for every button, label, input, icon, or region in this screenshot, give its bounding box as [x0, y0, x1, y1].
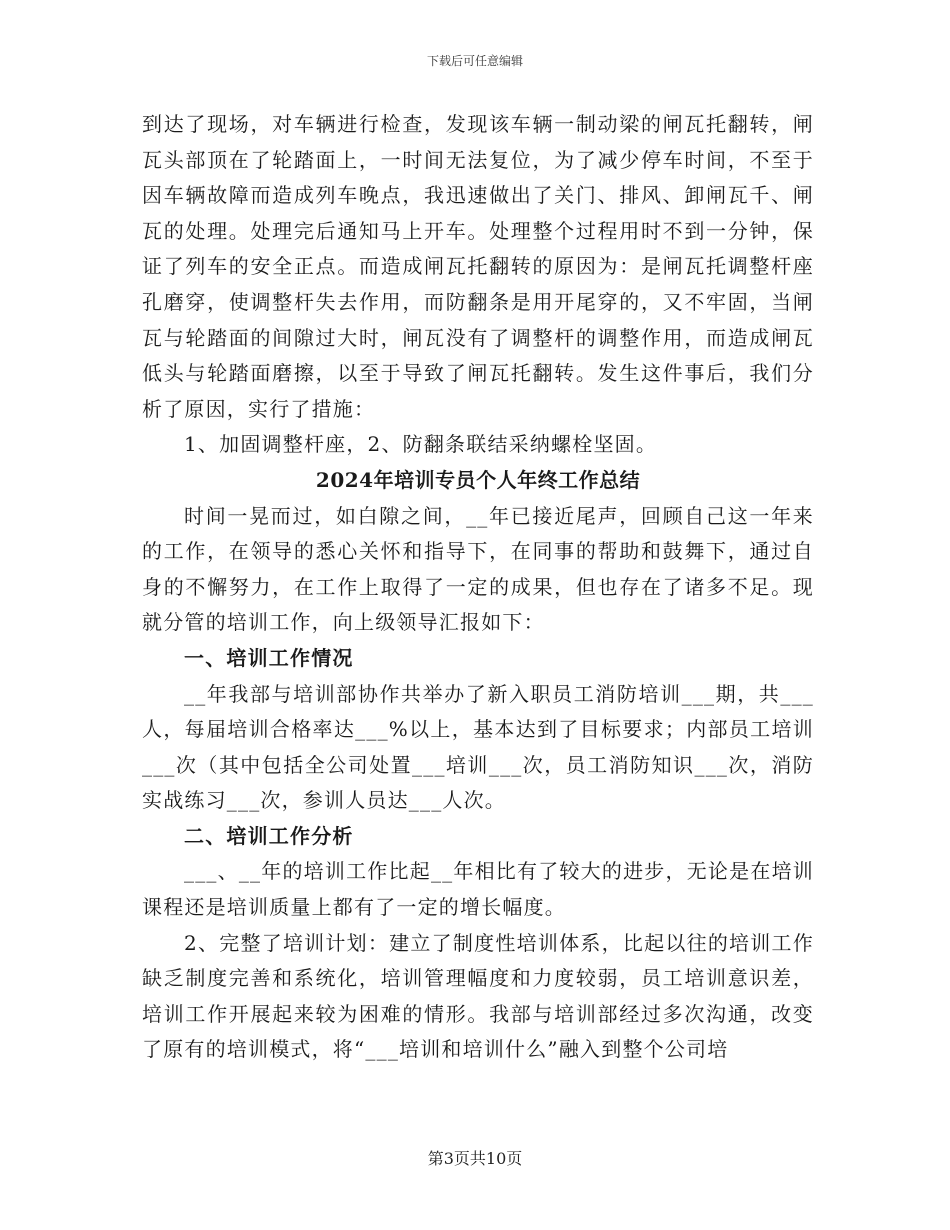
body-paragraph: 到达了现场，对车辆进行检查，发现该车辆一制动梁的闸瓦托翻转，闸瓦头部顶在了轮踏面上，一时间无法复位，为了减少停车时间，不至于因车辆故障而造成列车晚点，我迅速做出了关门、排风、卸闸瓦千、闸瓦的处理。处理完后通知马上开车。处理整个过程用时不到一分钟，保证了列车的安全正点。而造成闸瓦托翻转的原因为：是闸瓦托调整杆座孔磨穿，使调整杆失去作用，而防翻条是用开尾穿的，又不牢固，当闸瓦与轮踏面的间隙过大时，闸瓦没有了调整杆的调整作用，而造成闸瓦低头与轮踏面磨擦，以至于导致了闸瓦托翻转。发生这件事后，我们分析了原因，实行了措施： [142, 112, 814, 421]
section-heading: 一、培训工作情况 [184, 645, 354, 670]
body-paragraph: __年我部与培训部协作共举办了新入职员工消防培训___期，共___人，每届培训合格率达___%以上，基本达到了目标要求；内部员工培训___次（其中包括全公司处置___培训___次，员工消防知识___次，消防实战练习___次，参训人员达___人次。 [142, 681, 814, 813]
intro-paragraph: 时间一晃而过，如白隙之间，__年已接近尾声，回顾自己这一年来的工作，在领导的悉心关怀和指导下，在同事的帮助和鼓舞下，通过自身的不懈努力，在工作上取得了一定的成果，但也存在了诸多不足。现就分管的培训工作，向上级领导汇报如下： [142, 503, 814, 635]
body-paragraph: 1、加固调整杆座，2、防翻条联结采纳螺栓坚固。 [184, 432, 658, 457]
page-footer: 第3页共10页 [427, 1149, 523, 1168]
document-title: 2024年培训专员个人年终工作总结 [315, 467, 641, 492]
body-paragraph: ___、__年的培训工作比起__年相比有了较大的进步，无论是在培训课程还是培训质量上都有了一定的增长幅度。 [142, 859, 814, 920]
page-header: 下载后可任意编辑 [426, 54, 523, 68]
document-body [142, 107, 814, 1068]
body-paragraph: 2、完整了培训计划：建立了制度性培训体系，比起以往的培训工作缺乏制度完善和系统化，培训管理幅度和力度较弱，员工培训意识差，培训工作开展起来较为困难的情形。我部与培训部经过多次沟通，改变了原有的培训模式，将“___培训和培训什么”融入到整个公司培 [142, 930, 814, 1062]
section-heading: 二、培训工作分析 [184, 823, 354, 848]
